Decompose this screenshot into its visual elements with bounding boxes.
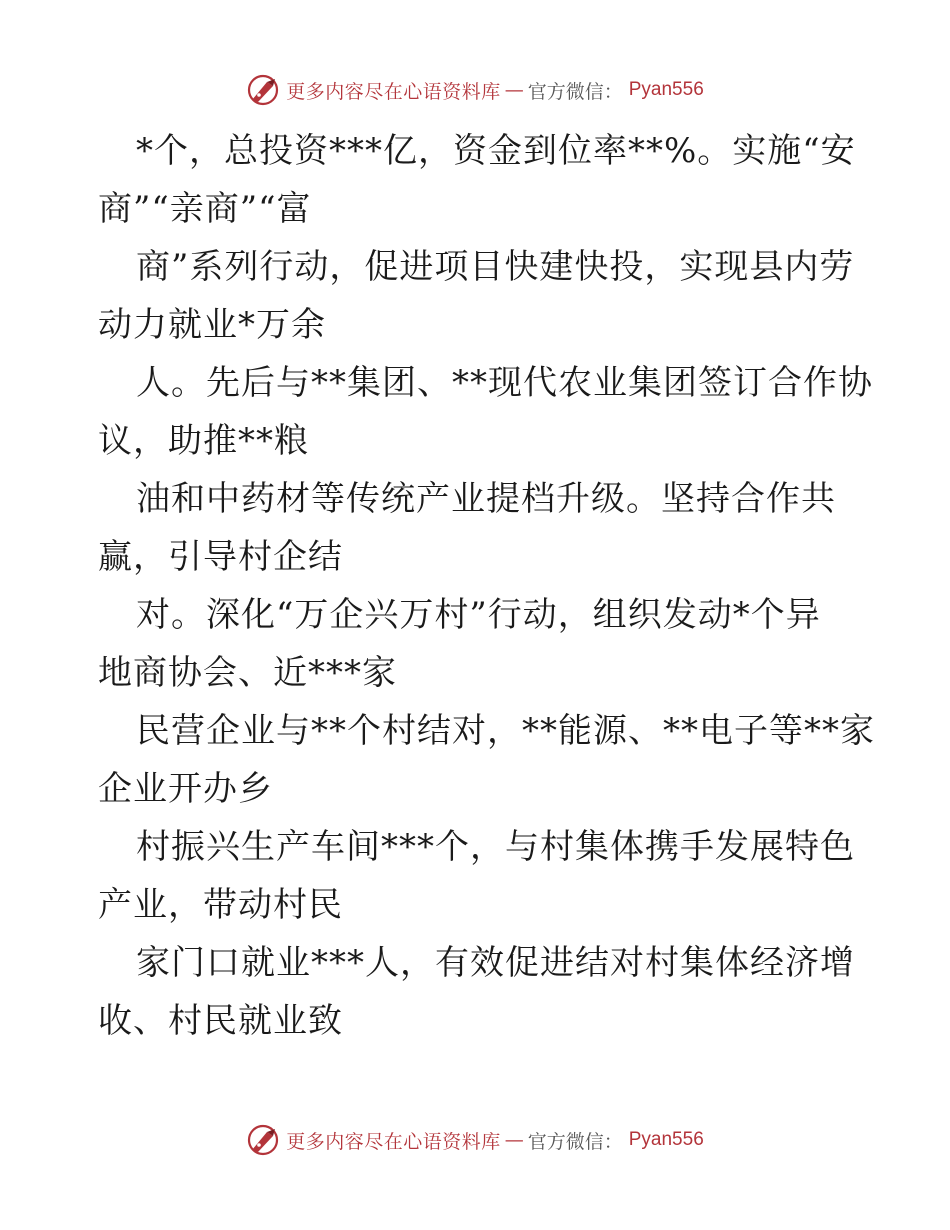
pen-nib-logo-icon <box>246 1123 280 1157</box>
footer-brand-dash: — <box>504 1129 524 1151</box>
header-wechat-label: 官方微信： <box>527 80 623 103</box>
body-line: 议，助推**粮 <box>98 421 309 461</box>
body-line: 地商协会、近***家 <box>98 653 397 693</box>
body-line: *个，总投资***亿，资金到位率**%。实施“安 <box>136 131 856 171</box>
footer-wechat-id: Pyan556 <box>628 1129 704 1150</box>
body-line: 家门口就业***人，有效促进结对村集体经济增 <box>136 943 855 983</box>
pen-nib-logo-icon <box>246 73 280 107</box>
header-brand-bar <box>0 70 950 110</box>
header-brand-dash: — <box>504 79 524 101</box>
footer-brand-bar <box>0 1120 950 1160</box>
body-line: 对。深化“万企兴万村”行动，组织发动*个异 <box>136 595 821 635</box>
body-line: 企业开办乡 <box>98 769 273 809</box>
body-line: 商”“亲商”“富 <box>98 189 312 229</box>
body-line: 油和中药材等传统产业提档升级。坚持合作共 <box>136 479 836 519</box>
footer-wechat-label: 官方微信： <box>527 1130 623 1153</box>
header-wechat-id: Pyan556 <box>628 79 704 100</box>
footer-brand-text: 更多内容尽在心语资料库 <box>286 1130 501 1153</box>
body-line: 村振兴生产车间***个，与村集体携手发展特色 <box>136 827 855 867</box>
body-line: 产业，带动村民 <box>98 885 343 925</box>
body-line: 人。先后与**集团、**现代农业集团签订合作协 <box>136 363 873 403</box>
body-line: 民营企业与**个村结对，**能源、**电子等**家 <box>136 711 875 751</box>
body-line: 收、村民就业致 <box>98 1001 343 1041</box>
header-brand-text: 更多内容尽在心语资料库 <box>286 80 501 103</box>
body-line: 赢，引导村企结 <box>98 537 343 577</box>
document-body <box>98 122 878 1050</box>
body-line: 动力就业*万余 <box>98 305 326 345</box>
body-line: 商”系列行动，促进项目快建快投，实现县内劳 <box>136 247 855 287</box>
